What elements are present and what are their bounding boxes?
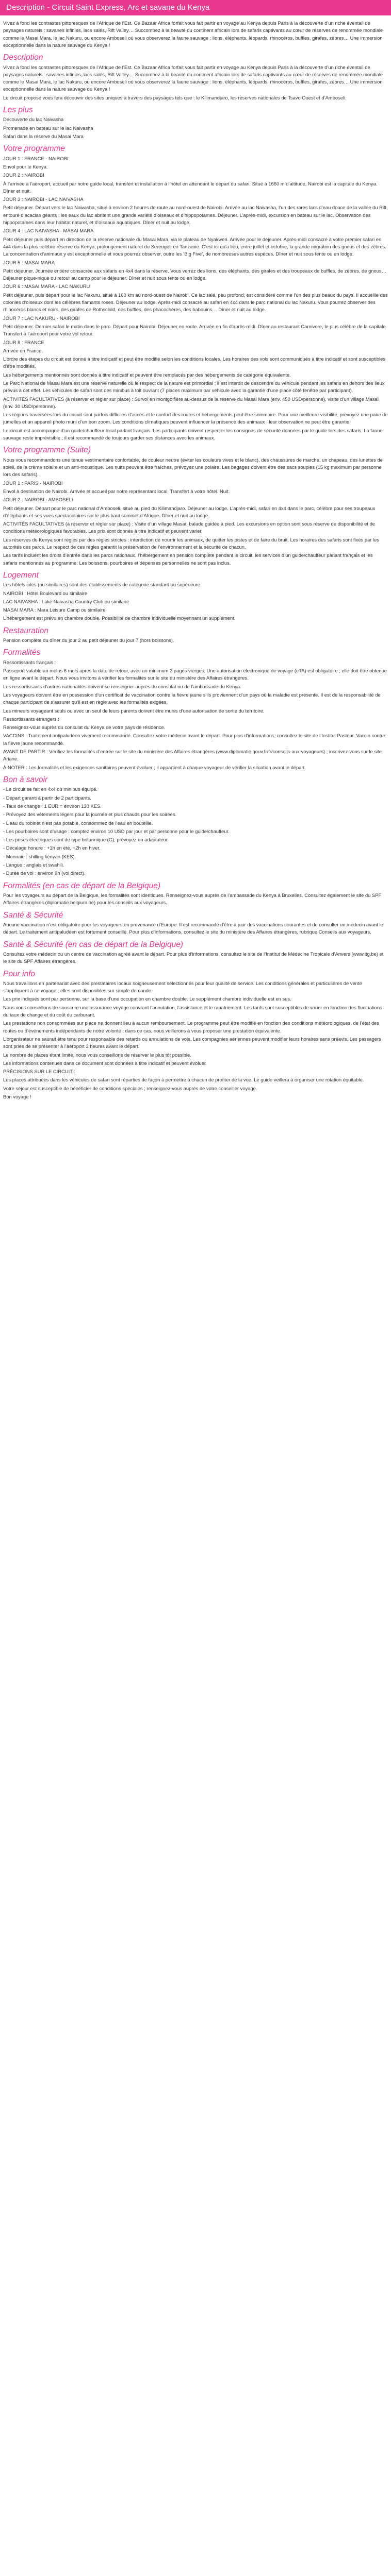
section-heading: Pour info (3, 969, 36, 978)
section-programme (3, 144, 388, 354)
paragraph: - Langue : anglais et swahili. (3, 862, 64, 868)
paragraph: Nous vous recommandons une tenue vestimentaire confortable, de couleur neutre (éviter les couleurs vives et le blanc), des chaussures de marche, un chapeau, des lunettes de soleil, de la crème solaire et un anti-moustique. Les nuits peuvent être fraîches, prévoyez une polaire. Les bagages doivent être des sacs souples (15 kg maximum par personne lors des safaris). (3, 456, 383, 478)
paragraph: Petit déjeuner puis départ en direction de la réserve nationale du Masai Mara, via le plateau de Nyakweri. Arrivée pour le déjeuner. Après-midi consacré à votre premier safari en 4x4 dans la plus célèbre réserve du Kenya, prolongement naturel du Serengeti en Tanzanie. C’est ici qu’a lieu, entre juillet et octobre, la grande migration des gnous et des zèbres. La concentration d’animaux y est exceptionnelle et vous pourrez observer, outre les ‘Big Five’, de nombreuses autres espèces. Dîner et nuit sous tente ou en lodge. (3, 236, 386, 257)
paragraph: Les voyageurs doivent être en possession d’un certificat de vaccination contre la fièvre jaune s’ils proviennent d’un pays où la maladie est présente. Il est de la responsabilité de chaque participant de s’assurer qu’il est en règle avec les formalités exigées. (3, 692, 381, 705)
section-heading: Santé & Sécurité (en cas de départ de la Belgique) (3, 940, 183, 949)
paragraph: Les hôtels cités (ou similaires) sont des établissements de catégorie standard ou supérieure. (3, 582, 202, 588)
paragraph: JOUR 4 : LAC NAIVASHA - MASAI MARA (3, 228, 94, 234)
paragraph: Le circuit est accompagné d’un guide/chauffeur local parlant français. Les participants doivent respecter les consignes de sécurité données par le guide lors des safaris. La faune sauvage reste imprévisible ; il est recommandé de toujours garder ses distances avec les animaux. (3, 427, 383, 441)
paragraph: JOUR 6 : MASAI MARA - LAC NAKURU (3, 283, 90, 290)
paragraph: JOUR 2 : NAIROBI - AMBOSELI (3, 497, 73, 503)
section-note (3, 355, 388, 442)
paragraph: Ressortissants français : (3, 659, 56, 665)
paragraph: Le Parc National de Masai Mara est une réserve naturelle où le respect de la nature est primordial ; il est interdit de descendre du véhicule pendant les safaris en dehors des lieux prévus à cet effet. Les véhicules de safari sont des minibus à toit ouvrant (7 places maximum par véhicule avec la garantie d’une place côté fenêtre par participant). (3, 380, 385, 394)
section-restauration (3, 626, 388, 645)
paragraph: L’ordre des étapes du circuit est donné à titre indicatif et peut être modifié selon les conditions locales. Les horaires des vols sont communiqués à titre indicatif et sont susceptibles d’être modifiés. (3, 356, 386, 369)
paragraph: Envol à destination de Nairobi. Arrivée et accueil par notre représentant local. Transfert à votre hôtel. Nuit. (3, 488, 230, 494)
paragraph: Pour les voyageurs au départ de la Belgique, les formalités sont identiques. Renseignez-vous auprès de l’ambassade du Kenya à Bruxelles. Consultez également le site du SPF Affaires étrangères (diplomatie.belgium.be) pour les conseils aux voyageurs. (3, 892, 382, 906)
paragraph: Découverte du lac Naivasha (3, 116, 64, 123)
paragraph: Petit déjeuner. Départ pour le parc national d’Amboseli, situé au pied du Kilimandjaro. Déjeuner au lodge. L’après-midi, safari en 4x4 dans le parc, célèbre pour ses troupeaux d’éléphants et ses vues spectaculaires sur le plus haut sommet d’Afrique. Dîner et nuit au lodge. (3, 505, 376, 518)
paragraph: JOUR 1 : FRANCE - NAIROBI (3, 155, 69, 161)
section-formalites (3, 648, 388, 771)
paragraph: Promenade en bateau sur le lac Naivasha (3, 125, 93, 131)
page-title: Description - Circuit Saint Express, Arc et savane du Kenya (6, 3, 210, 12)
paragraph: Vivez à fond les contrastes pittoresques de l’Afrique de l’Est. Ce Bazaar Africa forfait vous fait partir en voyage au Kenya depuis Paris à la découverte d’un riche éventail de paysages naturels : savanes infinies, lacs salés, Rift Valley… Succombez à la beauté du continent africain lors de safaris captivants au cœur de réserves de renommée mondiale comme le Masai Mara, le lac Nakuru, ou encore Amboseli où vous observerez la faune sauvage : lions, éléphants, léopards, rhinocéros, buffles, girafes, zèbres… Une immersion exceptionnelle dans la nature sauvage du Kenya ! (3, 64, 383, 92)
section-heading: Description (3, 53, 43, 62)
paragraph: À l’arrivée à l’aéroport, accueil par notre guide local, transfert et installation à l’hôtel en attendant le départ du safari. Situé à 1660 m d’altitude, Nairobi est la capitale du Kenya. Dîner et nuit. (3, 180, 378, 194)
section-description (3, 53, 388, 101)
section-programme-2 (3, 445, 388, 567)
paragraph: Le circuit proposé vous fera découvrir des sites uniques à travers des paysages tels que : le Kilimandjaro, les réserves nationales de Tsavo Ouest et d’Amboseli. (3, 94, 347, 100)
section-footer (3, 1085, 388, 1101)
paragraph: Petit déjeuner. Dernier safari le matin dans le parc. Départ pour Nairobi. Déjeuner en route. Arrivée en fin d’après-midi. Dîner au restaurant Carnivore, le plus célèbre de la capitale. Transfert à l’aéroport pour votre vol retour. (3, 323, 387, 337)
section-sante-2 (3, 940, 388, 965)
section-heading: Santé & Sécurité (3, 910, 63, 920)
paragraph: Les informations contenues dans ce document sont données à titre indicatif et peuvent évoluer. (3, 1060, 207, 1066)
paragraph: Les hébergements mentionnés sont donnés à titre indicatif et peuvent être remplacés par des hébergements de catégorie équivalente. (3, 371, 291, 378)
paragraph: JOUR 3 : NAIROBI - LAC NAIVASHA (3, 196, 84, 202)
paragraph: - Les pourboires sont d’usage : comptez environ 10 USD par jour et par personne pour le guide/chauffeur. (3, 828, 230, 834)
section-heading: Votre programme (3, 144, 66, 154)
paragraph: - Décalage horaire : +1h en été, +2h en hiver. (3, 845, 101, 851)
paragraph: VACCINS : Traitement antipaludéen vivement recommandé. Consultez votre médecin avant le départ. Pour plus d’informations, consultez le site de l’Institut Pasteur. Vaccin contre la fièvre jaune recommandé. (3, 733, 385, 746)
paragraph: Arrivée en France. (3, 347, 43, 353)
paragraph: Les prestations non consommées sur place ne donnent lieu à aucun remboursement. Le programme peut être modifié en fonction des conditions météorologiques, de l’état des routes ou d’événements indépendants de notre volonté ; dans ce cas, nous veillerons à vous proposer une prestation équivalente. (3, 1020, 380, 1033)
section-heading: Bon à savoir (3, 775, 48, 784)
paragraph: - Monnaie : shilling kényan (KES). (3, 853, 76, 859)
paragraph: Les ressortissants d’autres nationalités doivent se renseigner auprès du consulat ou de l’ambassade du Kenya. (3, 683, 241, 689)
section-heading: Formalités (3, 648, 41, 657)
paragraph: JOUR 5 : MASAI MARA (3, 259, 55, 265)
paragraph: - Départ garanti à partir de 2 participants. (3, 794, 91, 801)
paragraph: ACTIVITÉS FACULTATIVES (à réserver et régler sur place) : Visite d’un village Masaï, balade guidée à pied. Les excursions en option sont sous réserve de disponibilité et de conditions météorologiques favorables. Les prix sont donnés à titre indicatif et peuvent varier. (3, 521, 376, 534)
paragraph: PRÉCISIONS SUR LE CIRCUIT : (3, 1069, 75, 1075)
paragraph: Les mineurs voyageant seuls ou avec un seul de leurs parents doivent être munis d’une autorisation de sortie du territoire. (3, 707, 265, 714)
section-formalites-2 (3, 881, 388, 907)
section-sante (3, 910, 388, 936)
paragraph: JOUR 1 : PARIS - NAIROBI (3, 480, 63, 486)
paragraph: Nous vous conseillons de souscrire une assurance voyage couvrant l’annulation, l’assistance et le rapatriement. Les tarifs sont susceptibles de varier en fonction des fluctuations du taux de change et du coût du carburant. (3, 1004, 382, 1018)
paragraph: Bon voyage ! (3, 1094, 31, 1100)
paragraph: JOUR 7 : LAC NAKURU - NAIROBI (3, 315, 80, 321)
paragraph: JOUR 8 : FRANCE (3, 339, 44, 345)
section-heading: Restauration (3, 626, 48, 635)
paragraph: JOUR 2 : NAIROBI (3, 172, 44, 178)
paragraph: Renseignez-vous auprès du consulat du Kenya de votre pays de résidence. (3, 724, 166, 731)
paragraph: ACTIVITÉS FACULTATIVES (à réserver et régler sur place) : Survol en montgolfière au-dessus de la réserve du Masai Mara (env. 450 USD/personne), visite d’un village Masaï (env. 30 USD/personne). (3, 396, 379, 409)
paragraph: MASAI MARA : Mara Leisure Camp ou similaire (3, 607, 106, 613)
paragraph: Vivez à fond les contrastes pittoresques de l’Afrique de l’Est. Ce Bazaar Africa forfait vous fait partir en voyage au Kenya depuis Paris à la découverte d’un riche éventail de paysages naturels : savanes infinies, lacs salés, Rift Valley… Succombez à la beauté du continent africain lors de safaris captivants au cœur de réserves de renommée mondiale comme le Masai Mara, le lac Nakuru, ou encore Amboseli où vous observerez la faune sauvage : lions, éléphants, léopards, rhinocéros, buffles, girafes, zèbres… Une immersion exceptionnelle dans la nature sauvage du Kenya ! (3, 20, 383, 48)
section-les-plus (3, 105, 388, 140)
section-bon-a-savoir (3, 775, 388, 877)
section-logement (3, 570, 388, 622)
paragraph: AVANT DE PARTIR : Vérifiez les formalités d’entrée sur le site du ministère des Affaires étrangères (www.diplomatie.gouv.fr/fr/conseils-aux-voyageurs) ; inscrivez-vous sur le site Ariane. (3, 749, 382, 762)
paragraph: L’organisateur ne saurait être tenu pour responsable des retards ou annulations de vols. Les compagnies aériennes peuvent modifier leurs horaires sans préavis. Les passagers sont priés de se présenter à l’aéroport 3 heures avant le départ. (3, 1036, 381, 1049)
section-heading: Formalités (en cas de départ de la Belgique) (3, 881, 160, 890)
section-heading: Logement (3, 570, 39, 580)
paragraph: Safari dans la réserve du Masai Mara (3, 133, 84, 140)
paragraph: Les régions traversées lors du circuit sont parfois difficiles d’accès et le confort des routes et hébergements peut être sommaire. Pour une meilleure visibilité, prévoyez une paire de jumelles et un appareil photo muni d’un bon zoom. Les conditions climatiques peuvent influencer la présence des animaux : leur observation ne peut être garantie. (3, 412, 388, 425)
paragraph: Consultez votre médecin ou un centre de vaccination agréé avant le départ. Pour plus d’informations, consultez le site de l’Institut de Médecine Tropicale d’Anvers (www.itg.be) et le site du SPF Affaires étrangères. (3, 951, 384, 964)
content (0, 20, 391, 1100)
paragraph: - Taux de change : 1 EUR = environ 130 KES. (3, 803, 102, 809)
paragraph: L’hébergement est prévu en chambre double. Possibilité de chambre individuelle moyennant un supplément. (3, 615, 236, 621)
paragraph: Les réserves du Kenya sont régies par des règles strictes : interdiction de nourrir les animaux, de quitter les pistes et de faire du bruit. Les horaires des safaris sont fixés par les autorités des parcs. Le respect de ces règles garantit la préservation de l’environnement et la sécurité de chacun. (3, 536, 380, 550)
paragraph: Le nombre de places étant limité, nous vous conseillons de réserver le plus tôt possible. (3, 1052, 191, 1058)
paragraph: - Le circuit se fait en 4x4 ou minibus équipé. (3, 786, 97, 792)
paragraph: Envol pour le Kenya. (3, 163, 48, 170)
paragraph: - L’eau du robinet n’est pas potable, consommez de l’eau en bouteille. (3, 820, 153, 826)
paragraph: Passeport valable au moins 6 mois après la date de retour, avec au minimum 2 pages vierges. Une autorisation électronique de voyage (eTA) est obligatoire ; elle doit être obtenue en ligne avant le départ. Nous vous invitons à vérifier les formalités sur le site du ministère des Affaires étrangères. (3, 668, 387, 681)
page (0, 0, 391, 1101)
paragraph: NAIROBI : Hôtel Boulevard ou similaire (3, 590, 88, 596)
paragraph: Petit déjeuner. Départ vers le lac Naivasha, situé à environ 2 heures de route au nord-ouest de Nairobi. Arrivée au lac Naivasha, l’un des rares lacs d’eau douce de la vallée du Rift, entouré d’acacias géants ; les eaux du lac abritent une grande variété d’oiseaux et d’hippopotames. Déjeuner. L’après-midi, excursion en bateau sur le lac. Observation des hippopotames dans leur habitat naturel, et d’oiseaux aquatiques. Dîner et nuit au lodge. (3, 205, 388, 226)
paragraph: Ressortissants étrangers : (3, 716, 59, 722)
paragraph: Petit déjeuner. Journée entière consacrée aux safaris en 4x4 dans la réserve. Vous verrez des lions, des éléphants, des girafes et des troupeaux de buffles, de zèbres, de gnous… Déjeuner pique-nique ou retour au camp pour le déjeuner. Dîner et nuit sous tente ou en lodge. (3, 267, 386, 281)
section-info (3, 969, 388, 1084)
section-intro (3, 20, 388, 49)
paragraph: Les tarifs incluent les droits d’entrée dans les parcs nationaux, l’hébergement en pension complète pendant le circuit, les services d’un guide/chauffeur parlant français et les safaris mentionnés au programme. Les boissons, pourboires et dépenses personnelles ne sont pas inclus. (3, 552, 373, 566)
paragraph: Aucune vaccination n’est obligatoire pour les voyageurs en provenance d’Europe. Il est recommandé d’être à jour des vaccinations courantes et de consulter un médecin avant le départ. Le traitement antipaludéen est fortement conseillé. Pour plus d’informations, consultez le site du ministère des Affaires étrangères, rubrique Conseils aux voyageurs. (3, 921, 383, 935)
paragraph: Petit déjeuner, puis départ pour le lac Nakuru, situé à 160 km au nord-ouest de Nairobi. Ce lac salé, peu profond, est considéré comme l’un des plus beaux du pays. Il accueille des colonies d’oiseaux dont les célèbres flamants roses. Déjeuner au lodge. Après-midi consacré au safari en 4x4 dans le parc national du lac Nakuru. Vous pourrez observer des rhinocéros blancs et noirs, des girafes de Rothschild, des buffles, des phacochères, des babouins… Dîner et nuit au lodge. (3, 292, 388, 313)
paragraph: À NOTER : Les formalités et les exigences sanitaires peuvent évoluer ; il appartient à chaque voyageur de vérifier la situation avant le départ. (3, 764, 306, 770)
paragraph: - Les prises électriques sont de type britannique (G), prévoyez un adaptateur. (3, 837, 169, 843)
paragraph: LAC NAIVASHA : Lake Naivasha Country Club ou similaire (3, 598, 129, 604)
paragraph: Nous travaillons en partenariat avec des prestataires locaux soigneusement sélectionnés pour leur qualité de service. Les conditions générales et particulières de vente s’appliquent à ce voyage ; elles sont disponibles sur simple demande. (3, 980, 362, 994)
paragraph: Pension complète du dîner du jour 2 au petit déjeuner du jour 7 (hors boissons). (3, 637, 174, 643)
paragraph: - Durée de vol : environ 9h (vol direct). (3, 870, 86, 876)
paragraph: - Prévoyez des vêtements légers pour la journée et plus chauds pour les soirées. (3, 811, 177, 818)
section-heading: Votre programme (Suite) (3, 446, 91, 455)
title-banner (0, 0, 391, 15)
paragraph: Les prix indiqués sont par personne, sur la base d’une occupation en chambre double. Le supplément chambre individuelle est en sus. (3, 996, 291, 1002)
paragraph: Les places attribuées dans les véhicules de safari sont réparties de façon à permettre à chacun de profiter de la vue. Le guide veillera à organiser une rotation équitable. (3, 1077, 364, 1083)
paragraph: Votre séjour est susceptible de bénéficier de conditions spéciales ; renseignez-vous auprès de votre conseiller voyage. (3, 1085, 257, 1091)
section-heading: Les plus (3, 106, 33, 115)
